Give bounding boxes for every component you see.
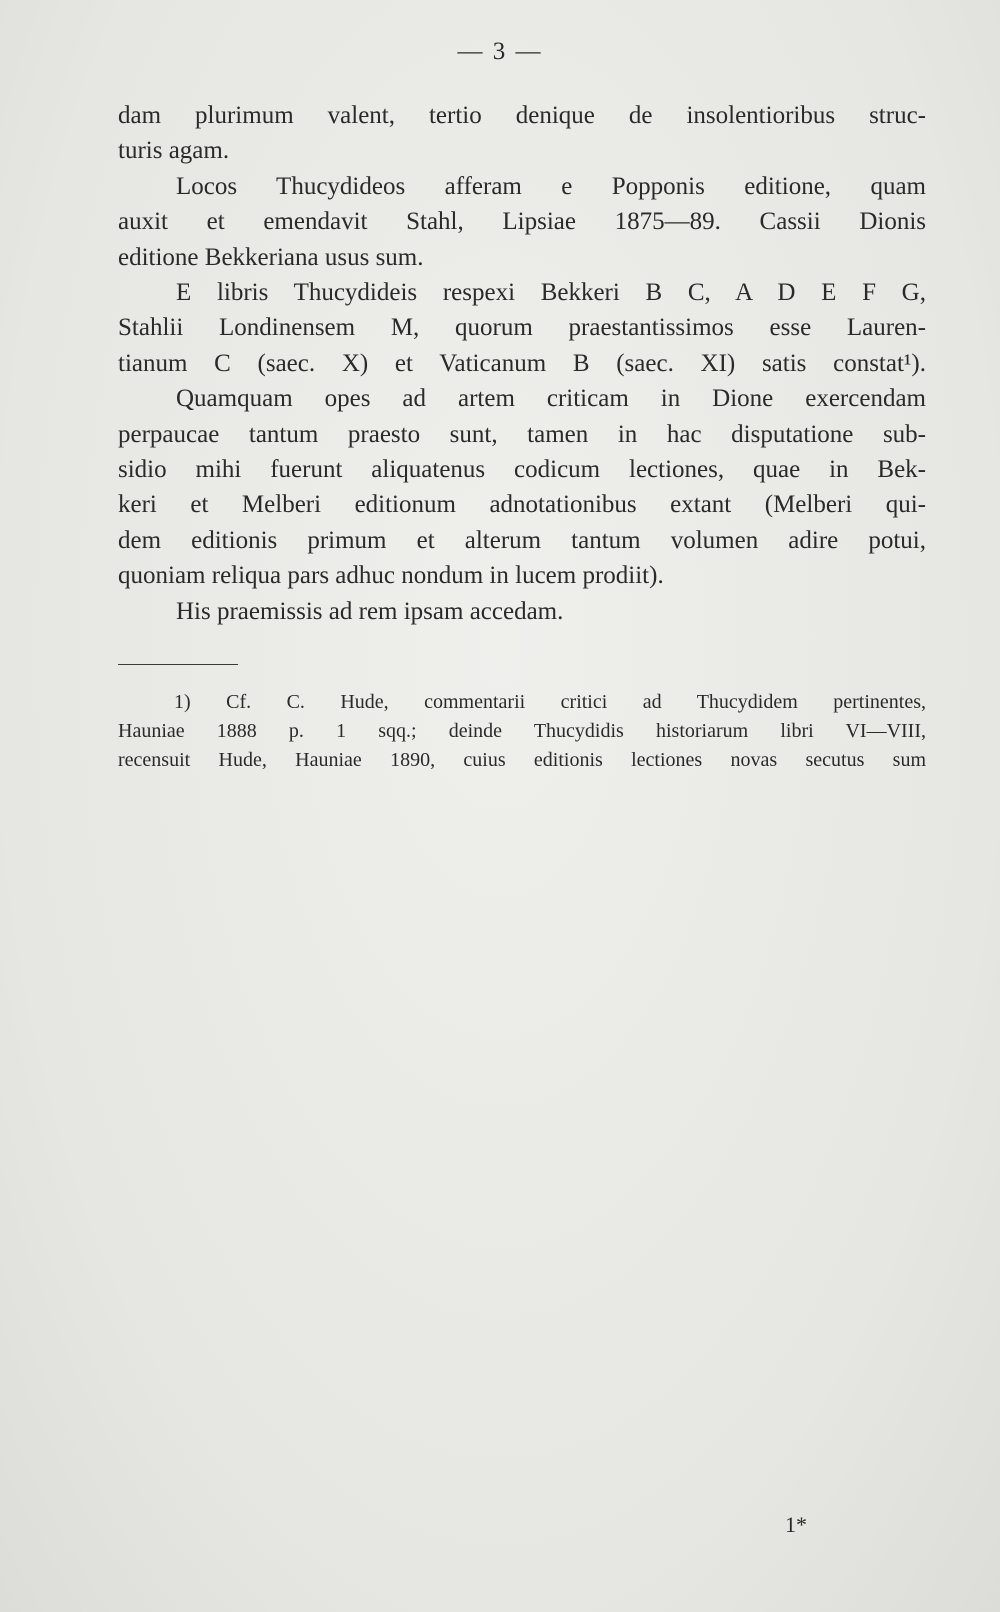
text-line: dem editionis primum et alterum tantum volumen adire potui, [118, 526, 926, 554]
text-line: tianum C (saec. X) et Vaticanum B (saec. XI) satis constat¹). [118, 349, 926, 377]
footnote-line: Hauniae 1888 p. 1 sqq.; deinde Thucydidis historiarum libri VI—VIII, [118, 720, 926, 742]
text-line: Quamquam opes ad artem criticam in Dione exercendam [176, 385, 926, 413]
text-line: quoniam reliqua pars adhuc nondum in lucem prodiit). [118, 562, 664, 590]
paragraph [118, 169, 926, 275]
footnote [118, 688, 926, 775]
text-line: perpaucae tantum praesto sunt, tamen in hac disputatione sub- [118, 420, 926, 448]
text-line: sidio mihi fuerunt aliquatenus codicum lectiones, quae in Bek- [118, 456, 926, 484]
paragraph [118, 275, 926, 381]
text-line: keri et Melberi editionum adnotationibus extant (Melberi qui- [118, 491, 926, 519]
text-line: Stahlii Londinensem M, quorum praestantissimos esse Lauren- [118, 314, 926, 342]
footnote-line: recensuit Hude, Hauniae 1890, cuius editionis lectiones novas secutus sum [118, 749, 926, 771]
text-line: His praemissis ad rem ipsam accedam. [176, 597, 564, 625]
signature-mark: 1* [785, 1512, 807, 1537]
text-line: auxit et emendavit Stahl, Lipsiae 1875—89. Cassii Dionis [118, 208, 926, 236]
body-text [118, 98, 926, 629]
paragraph [118, 381, 926, 593]
paragraph [118, 98, 926, 169]
text-line: editione Bekkeriana usus sum. [118, 243, 424, 271]
footnote-line: 1) Cf. C. Hude, commentarii critici ad Thucydidem pertinentes, [174, 691, 926, 713]
text-line: E libris Thucydideis respexi Bekkeri B C, A D E F G, [176, 279, 926, 307]
text-line: dam plurimum valent, tertio denique de insolentioribus struc- [118, 102, 926, 129]
text-line: Locos Thucydideos afferam e Popponis editione, quam [176, 172, 926, 200]
paragraph [118, 594, 926, 629]
page-number: — 3 — [457, 38, 543, 65]
text-line: turis agam. [118, 137, 230, 165]
footnote-rule [118, 664, 238, 665]
